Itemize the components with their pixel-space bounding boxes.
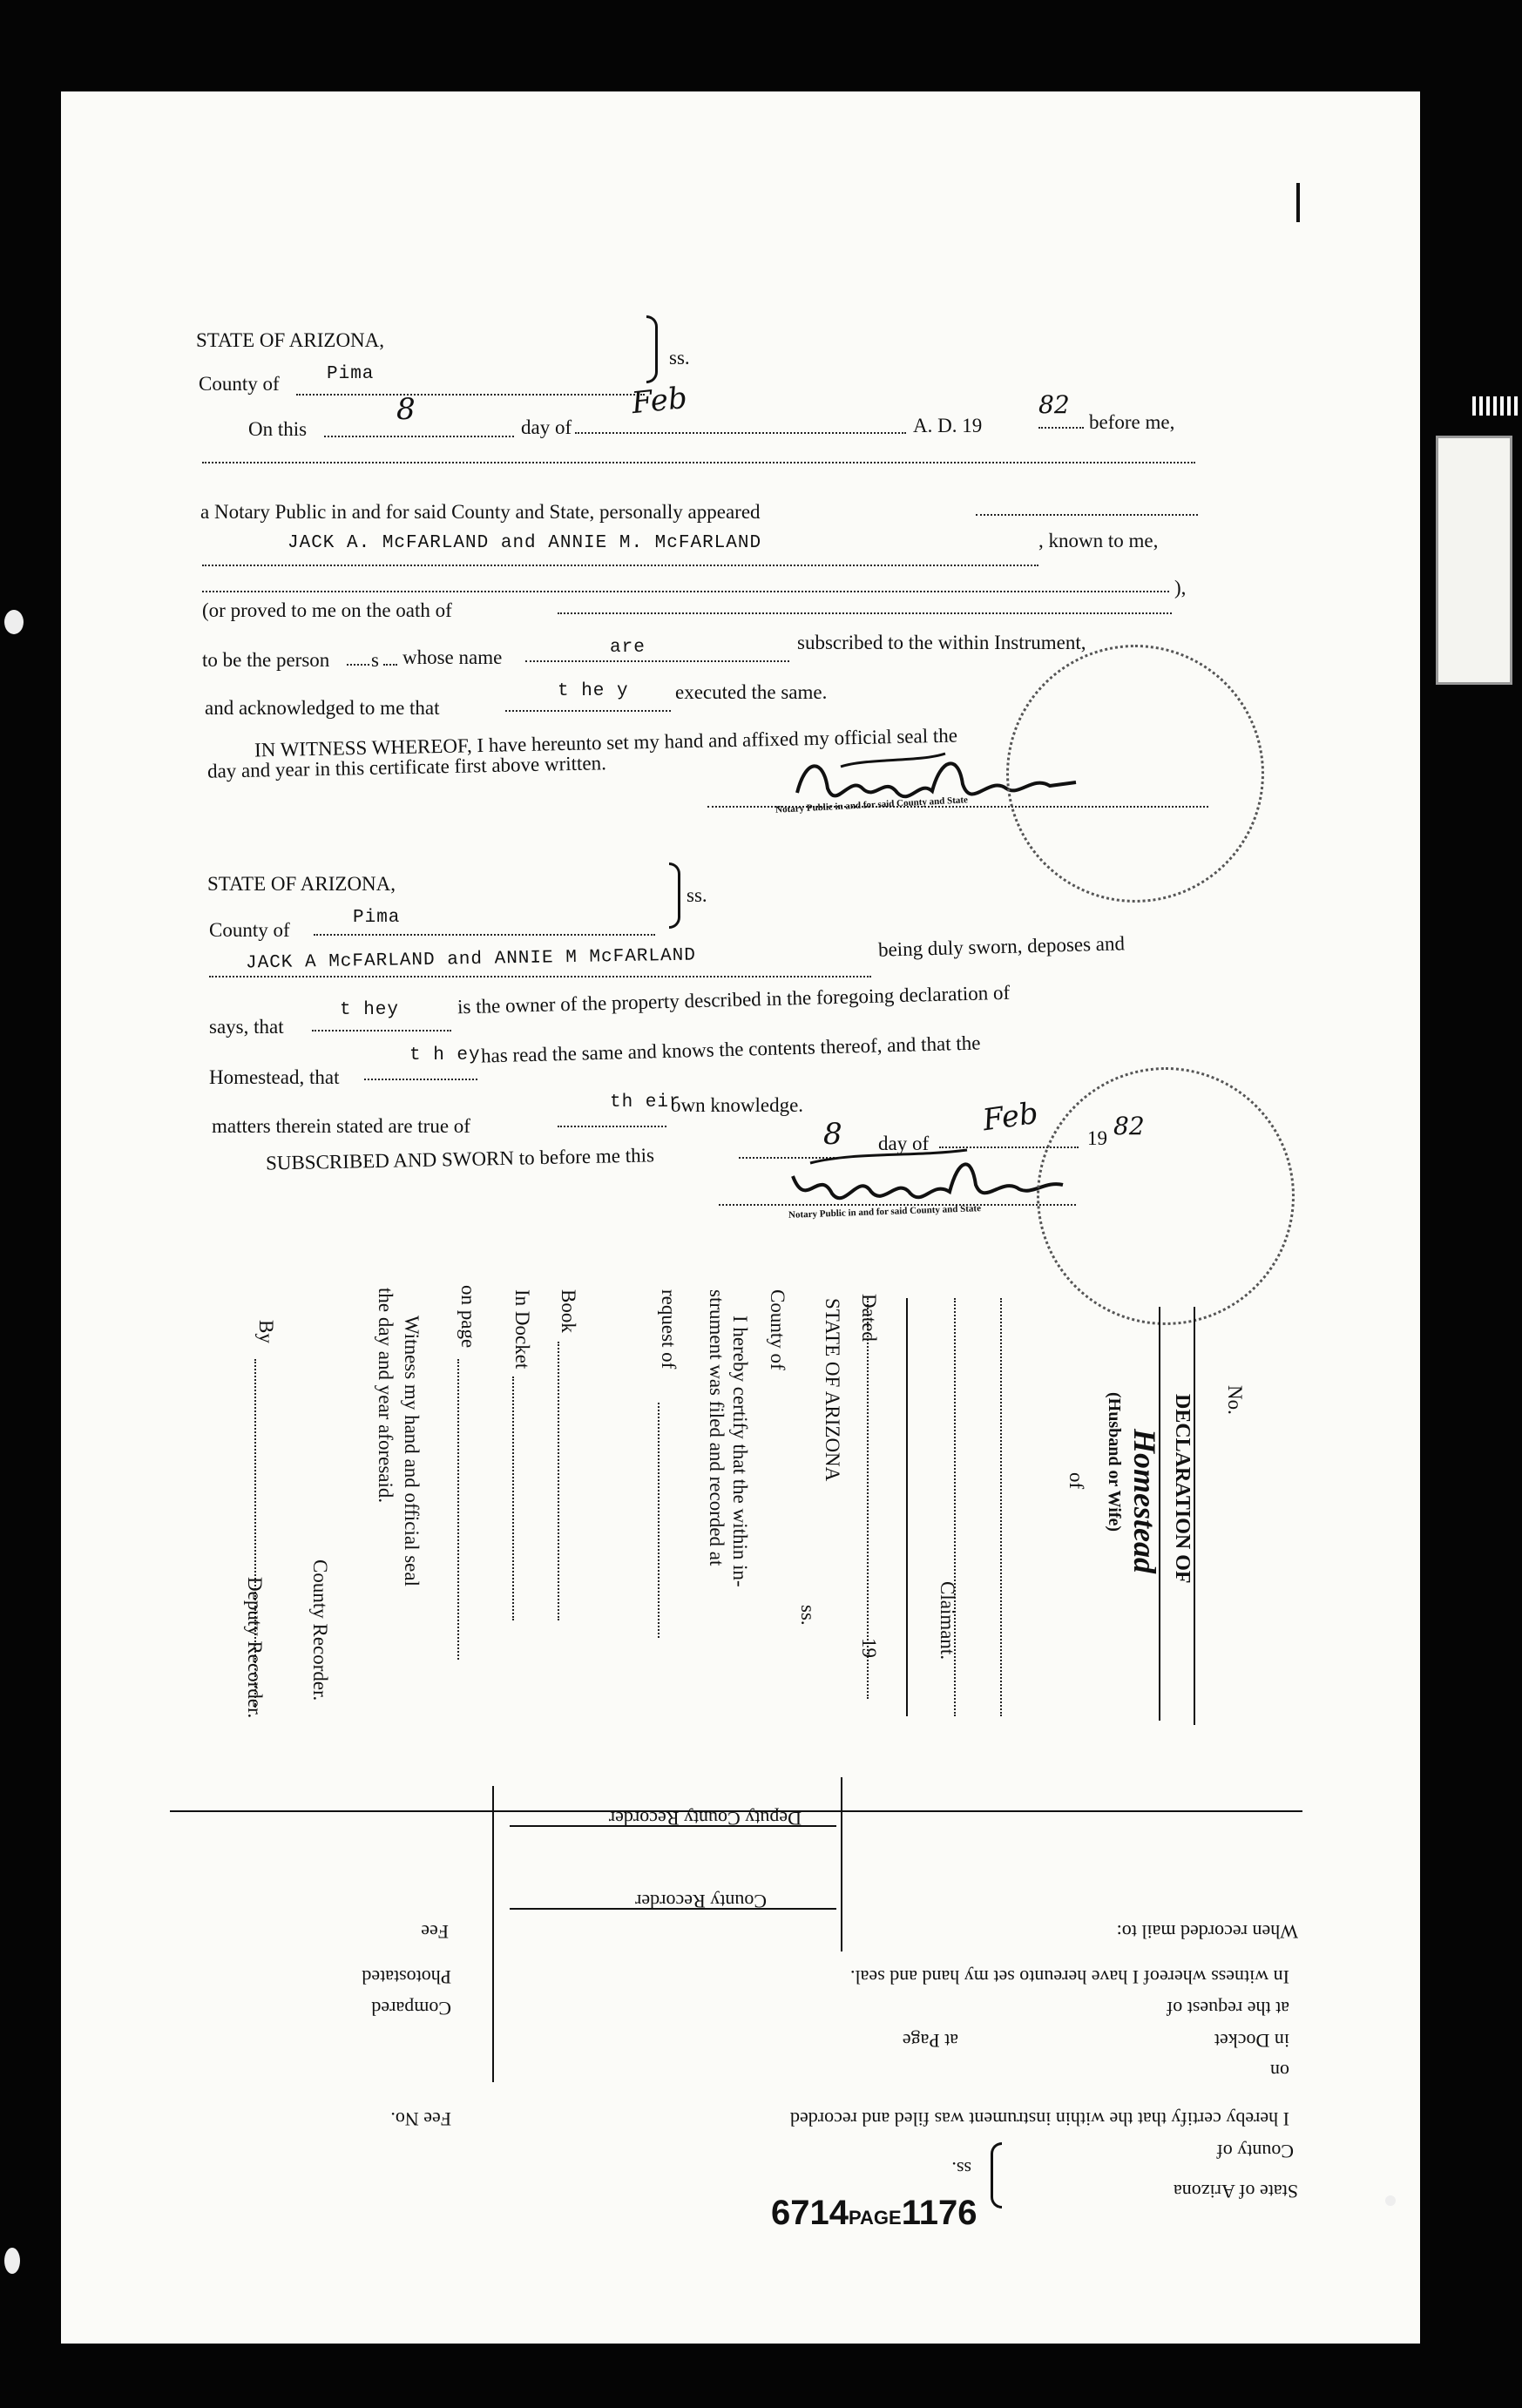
n1-they-dots [505,710,671,712]
n2-year-prefix: 19 [1087,1127,1107,1149]
back-on-page: on page [457,1285,479,1349]
n1-blank-line [202,462,1195,463]
back-page-dots [457,1359,459,1660]
bottom-county-recorder: County Recorder [635,1891,767,1912]
back-certify-1: I hereby certify that the within in- [729,1316,751,1587]
back-deputy-recorder: Deputy Recorder. [244,1577,266,1719]
bottom-compared: Compared [371,1998,451,2019]
n2-day-of: day of [878,1133,930,1154]
n1-day-of: day of [521,416,572,438]
n1-are-value: are [610,638,646,658]
n1-bracket [646,315,658,383]
back-in-docket: In Docket [511,1289,533,1370]
back-county-of: County of [767,1289,788,1370]
bottom-county-of: County of [1216,2141,1294,2162]
n1-witness-1: IN WITNESS WHEREOF, I have hereunto set my hand and affixed my official seal the [254,724,958,761]
back-request-dots [658,1403,660,1638]
n1-before-me: before me, [1089,411,1175,433]
n1-county-dots [296,394,645,396]
n1-person-b: whose name [402,646,503,668]
n2-day-value: 8 [823,1117,842,1152]
n2-their-dots [558,1126,666,1127]
n2-subscribed: SUBSCRIBED AND SWORN to before me this [265,1144,655,1174]
bottom-ss: ss. [951,2158,971,2180]
n2-matters-b: own knowledge. [671,1094,804,1116]
n2-says-b: is the owner of the property described in the foregoing declaration of [457,981,1011,1018]
bottom-deputy-county-recorder: Deputy County Recorder [608,1808,802,1830]
n2-names-value: JACK A McFARLAND and ANNIE M McFARLAND [245,945,697,974]
back-book: Book [558,1289,579,1333]
bottom-on: on [1270,2060,1289,2082]
back-request-of: request of [658,1289,680,1370]
n2-year-value: 82 [1113,1112,1145,1140]
bottom-fee-no: Fee No. [390,2108,451,2130]
scan-speck [4,2248,20,2274]
n1-year-dots [1038,427,1084,429]
back-claimant: Claimant. [937,1581,958,1661]
n1-ad: A. D. 19 [913,415,983,436]
n1-ss: ss. [669,347,690,369]
bottom-state: State of Arizona [1174,2181,1298,2202]
n1-day-value: 8 [396,392,416,427]
n1-person-dots-b [383,664,397,666]
back-declaration-of: DECLARATION OF [1171,1394,1194,1584]
n2-home-a: Homestead, that [209,1066,340,1088]
bottom-witness: In witness whereof I have hereunto set my hand and seal. [849,1966,1289,1988]
docket-number: 6714 [771,2194,849,2232]
n1-names-value: JACK A. McFARLAND and ANNIE M. McFARLAND [287,533,762,553]
n2-matters-a: matters therein stated are true of [212,1115,470,1137]
n1-person-s: s [371,649,379,671]
n2-they2-value: t h ey [409,1045,481,1065]
n1-they-value: t he y [558,681,629,701]
n2-ss: ss. [687,884,707,906]
docket-stamp [771,2194,977,2233]
n1-ack-b: executed the same. [675,681,828,703]
n2-bracket [669,862,680,929]
n1-notary-seal [1006,645,1264,903]
back-homestead: Homestead [1127,1429,1162,1573]
n2-their-value: th eir [610,1092,681,1113]
n2-month-value: Feb [980,1095,1041,1139]
back-dated: Dated [858,1294,880,1342]
n1-day-dots [324,436,514,437]
docket-page-label: PAGE [848,2207,902,2229]
film-edge-mark [1472,396,1520,416]
n2-sig-caption: Notary Public in and for said County and State [788,1203,982,1221]
n1-state: STATE OF ARIZONA, [196,329,385,351]
back-of: of [1065,1472,1087,1490]
bottom-photostated: Photostated [362,1966,451,1988]
n1-year-value: 82 [1038,390,1070,419]
bottom-mail-to: When recorded mail to: [1116,1921,1298,1943]
n1-on-this: On this [248,418,308,440]
film-edge-tab [1436,436,1512,685]
n1-person-dots-a [347,664,369,666]
bottom-at-request: at the request of [1166,1998,1289,2019]
n2-county-dots [314,934,655,936]
n1-notary-line: a Notary Public in and for said County and State, personally appeared [200,501,761,523]
n1-close-paren: ), [1174,577,1187,599]
back-col-dots-a [1000,1298,1002,1716]
back-husband-wife: (Husband or Wife) [1105,1392,1124,1532]
back-witness-2: the day and year aforesaid. [375,1288,396,1504]
back-docket-dots [512,1376,514,1620]
n2-says-a: says, that [209,1016,284,1038]
n2-they-dots [312,1030,451,1032]
back-col-line-1 [1194,1307,1195,1725]
scan-speck [4,610,24,634]
back-state: STATE OF ARIZONA [822,1298,843,1482]
bottom-bracket [991,2142,1002,2208]
n2-state: STATE OF ARIZONA, [207,873,396,895]
n2-notary-seal [1037,1067,1295,1325]
n1-month-value: Feb [630,380,689,422]
back-col-line-3 [906,1298,908,1716]
back-ss: ss. [797,1605,819,1626]
n1-proved: (or proved to me on the oath of [202,599,452,621]
back-no: No. [1224,1385,1246,1415]
n1-ack-a: and acknowledged to me that [205,697,440,719]
n1-are-dots [525,660,789,662]
back-certify-2: strument was filed and recorded at [706,1289,727,1566]
back-witness-1: Witness my hand and official seal [401,1316,423,1586]
n1-names-dots [202,565,1038,566]
n1-known: , known to me, [1038,530,1159,551]
n1-person-a: to be the person [202,649,330,671]
n1-county-value: Pima [327,364,375,384]
n1-blank-line-2 [202,591,1169,592]
bottom-certify: I hereby certify that the within instrument was filed and recorded [789,2108,1289,2130]
n2-county-label: County of [209,919,290,941]
bottom-panel-divider-1 [841,1777,842,1951]
n2-sworn: being duly sworn, deposes and [877,932,1126,961]
n1-proved-dots [558,612,1172,614]
bottom-panel-divider-2 [492,1786,494,2082]
docket-page-number: 1176 [901,2194,977,2232]
n2-county-value: Pima [353,908,401,928]
paper-top-mark [1296,183,1300,222]
back-book-dots [558,1342,559,1620]
back-by: By [255,1320,277,1343]
scan-speck [1385,2195,1396,2206]
n1-county-label: County of [199,373,280,395]
n2-they-value: t hey [340,1000,400,1020]
n1-notary-dots [976,514,1198,516]
n1-month-dots [575,432,906,434]
n1-witness-2: day and year in this certificate first above written. [206,752,607,782]
back-county-recorder: County Recorder. [309,1559,331,1701]
n1-person-c: subscribed to the within Instrument, [797,632,1086,653]
n1-sig-caption: Notary Public in and for said County and State [775,795,969,815]
bottom-at-page: at Page [902,2030,958,2052]
n2-home-b: has read the same and knows the contents thereof, and that the [480,1032,981,1067]
bottom-fee: Fee [421,1921,449,1943]
back-nineteen: 19 [858,1638,880,1658]
n2-they2-dots [364,1079,477,1080]
bottom-in-docket: in Docket [1214,2030,1289,2052]
n2-names-dots [209,976,871,977]
